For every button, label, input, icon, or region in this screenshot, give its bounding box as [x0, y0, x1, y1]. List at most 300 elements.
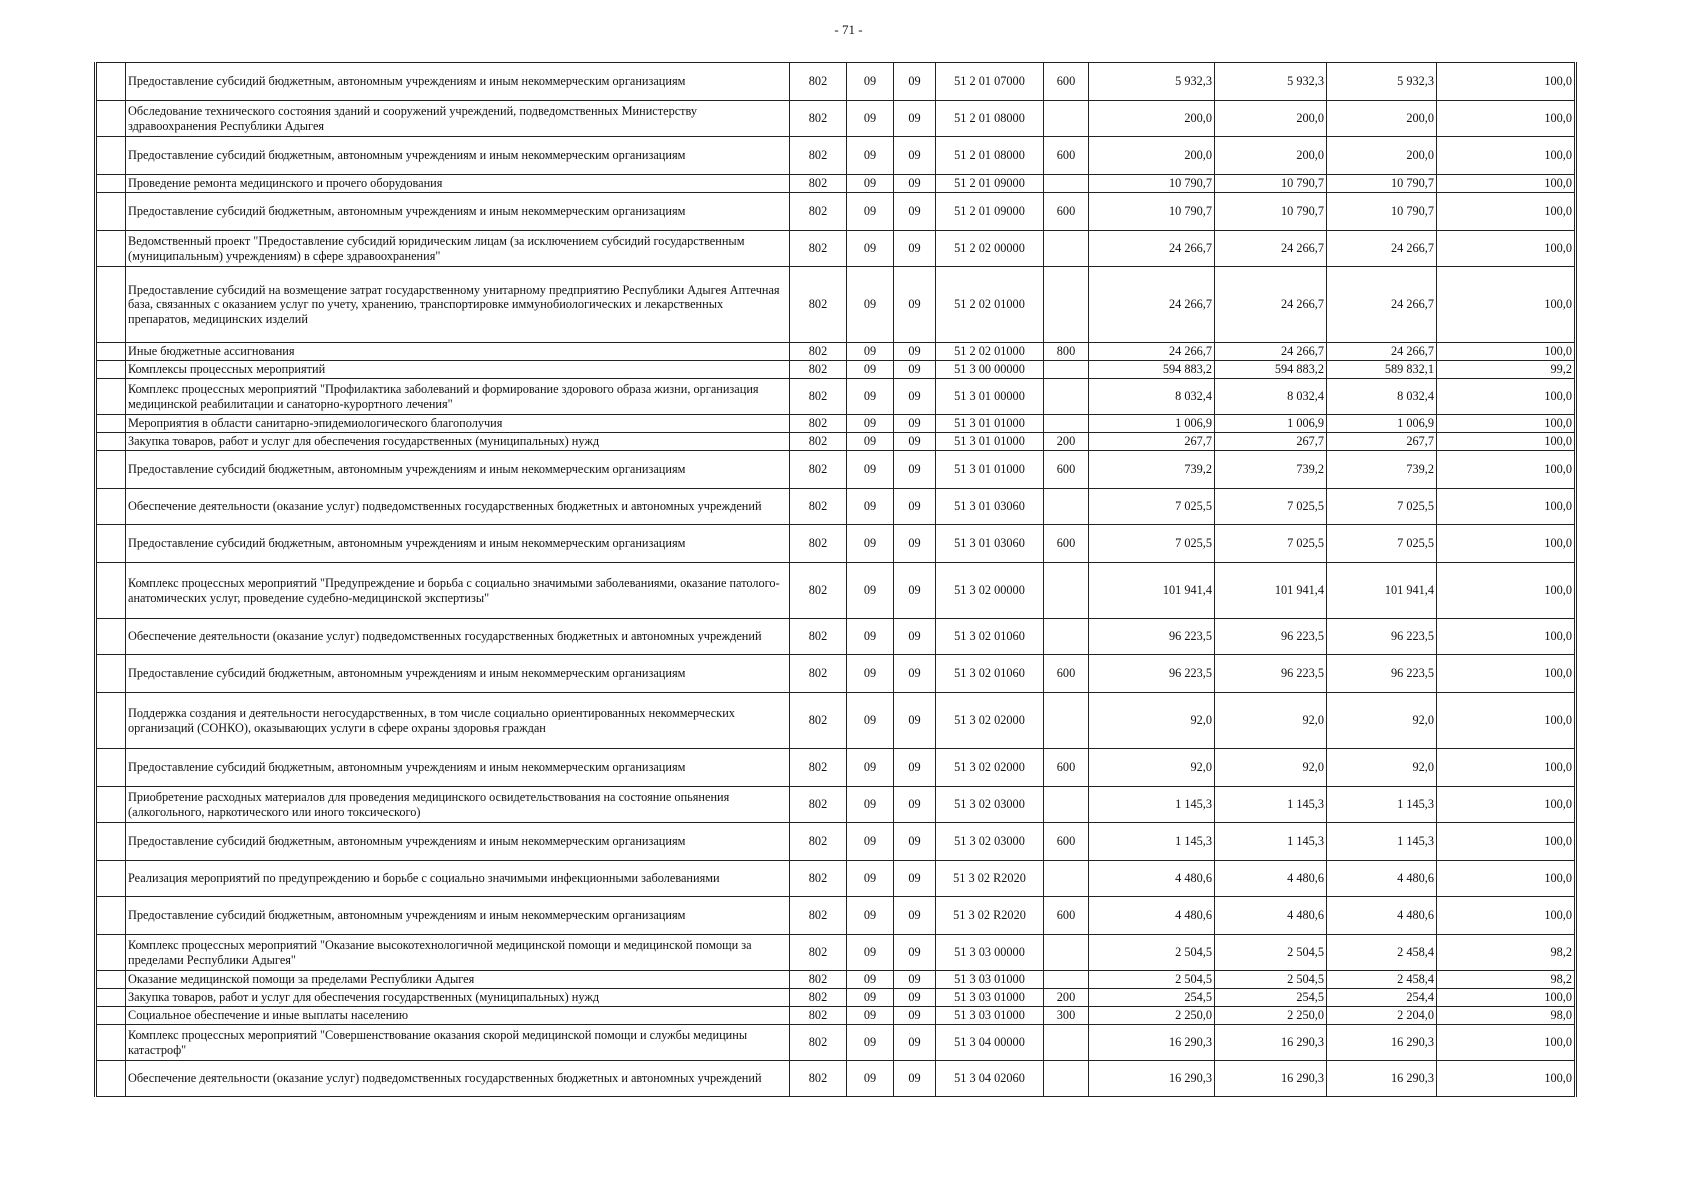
cell-plan2: 7 025,5 — [1215, 489, 1327, 525]
cell-fact: 96 223,5 — [1327, 619, 1437, 655]
cell-plan2: 200,0 — [1215, 101, 1327, 137]
cell-fact: 24 266,7 — [1327, 267, 1437, 343]
cell-plan1: 16 290,3 — [1089, 1061, 1215, 1097]
cell-pr: 09 — [894, 525, 936, 563]
cell-plan2: 2 504,5 — [1215, 971, 1327, 989]
cell-plan1: 2 504,5 — [1089, 971, 1215, 989]
table-row — [96, 451, 1576, 489]
cell-csr: 51 3 02 03000 — [936, 787, 1044, 823]
cell-csr: 51 3 02 03000 — [936, 823, 1044, 861]
cell-fact: 96 223,5 — [1327, 655, 1437, 693]
row-gutter — [96, 379, 126, 415]
cell-fact: 267,7 — [1327, 433, 1437, 451]
cell-rz: 09 — [847, 433, 894, 451]
cell-pr: 09 — [894, 101, 936, 137]
cell-vr — [1044, 861, 1089, 897]
cell-vr — [1044, 361, 1089, 379]
row-gutter — [96, 1025, 126, 1061]
cell-pr: 09 — [894, 693, 936, 749]
cell-ved: 802 — [790, 971, 847, 989]
cell-csr: 51 3 02 01060 — [936, 619, 1044, 655]
cell-csr: 51 3 03 00000 — [936, 935, 1044, 971]
cell-plan2: 24 266,7 — [1215, 343, 1327, 361]
cell-rz: 09 — [847, 137, 894, 175]
row-gutter — [96, 563, 126, 619]
row-gutter — [96, 1061, 126, 1097]
cell-fact: 16 290,3 — [1327, 1025, 1437, 1061]
cell-pct: 100,0 — [1437, 619, 1576, 655]
cell-pct: 100,0 — [1437, 1025, 1576, 1061]
cell-rz: 09 — [847, 63, 894, 101]
cell-ved: 802 — [790, 861, 847, 897]
cell-rz: 09 — [847, 563, 894, 619]
cell-name: Обследование технического состояния зданий и сооружений учреждений, подведомственных Министерству здравоохранения Республики Адыгея — [126, 101, 790, 137]
table-row — [96, 619, 1576, 655]
cell-ved: 802 — [790, 525, 847, 563]
cell-plan1: 594 883,2 — [1089, 361, 1215, 379]
cell-name: Предоставление субсидий бюджетным, автономным учреждениям и иным некоммерческим организациям — [126, 137, 790, 175]
cell-pr: 09 — [894, 193, 936, 231]
cell-vr: 600 — [1044, 749, 1089, 787]
row-gutter — [96, 1007, 126, 1025]
cell-csr: 51 2 01 08000 — [936, 137, 1044, 175]
cell-plan2: 96 223,5 — [1215, 655, 1327, 693]
cell-name: Комплекс процессных мероприятий "Оказание высокотехнологичной медицинской помощи и медицинской помощи за пределами Республики Адыгея" — [126, 935, 790, 971]
cell-plan1: 96 223,5 — [1089, 655, 1215, 693]
cell-ved: 802 — [790, 1061, 847, 1097]
cell-csr: 51 3 00 00000 — [936, 361, 1044, 379]
cell-pr: 09 — [894, 1007, 936, 1025]
cell-pct: 100,0 — [1437, 897, 1576, 935]
cell-name: Предоставление субсидий бюджетным, автономным учреждениям и иным некоммерческим организациям — [126, 823, 790, 861]
cell-csr: 51 2 02 01000 — [936, 267, 1044, 343]
cell-pr: 09 — [894, 619, 936, 655]
cell-pr: 09 — [894, 415, 936, 433]
cell-pr: 09 — [894, 379, 936, 415]
cell-ved: 802 — [790, 231, 847, 267]
cell-ved: 802 — [790, 1007, 847, 1025]
row-gutter — [96, 787, 126, 823]
cell-plan1: 16 290,3 — [1089, 1025, 1215, 1061]
cell-pr: 09 — [894, 267, 936, 343]
cell-plan2: 2 504,5 — [1215, 935, 1327, 971]
row-gutter — [96, 433, 126, 451]
cell-csr: 51 3 04 02060 — [936, 1061, 1044, 1097]
row-gutter — [96, 63, 126, 101]
cell-ved: 802 — [790, 823, 847, 861]
budget-table-container — [94, 62, 1574, 1097]
cell-csr: 51 3 02 00000 — [936, 563, 1044, 619]
cell-vr — [1044, 619, 1089, 655]
cell-name: Предоставление субсидий бюджетным, автономным учреждениям и иным некоммерческим организациям — [126, 749, 790, 787]
cell-name: Закупка товаров, работ и услуг для обеспечения государственных (муниципальных) нужд — [126, 989, 790, 1007]
cell-plan2: 2 250,0 — [1215, 1007, 1327, 1025]
cell-csr: 51 3 03 01000 — [936, 989, 1044, 1007]
cell-vr — [1044, 175, 1089, 193]
cell-pct: 100,0 — [1437, 989, 1576, 1007]
cell-fact: 8 032,4 — [1327, 379, 1437, 415]
row-gutter — [96, 823, 126, 861]
cell-ved: 802 — [790, 101, 847, 137]
cell-rz: 09 — [847, 361, 894, 379]
cell-pr: 09 — [894, 63, 936, 101]
cell-pct: 100,0 — [1437, 489, 1576, 525]
cell-name: Приобретение расходных материалов для проведения медицинского освидетельствования на состояние опьянения (алкогольного, наркотического или иного токсического) — [126, 787, 790, 823]
table-row — [96, 1007, 1576, 1025]
cell-ved: 802 — [790, 379, 847, 415]
table-row — [96, 935, 1576, 971]
table-row — [96, 379, 1576, 415]
cell-pr: 09 — [894, 749, 936, 787]
cell-ved: 802 — [790, 175, 847, 193]
cell-vr — [1044, 267, 1089, 343]
row-gutter — [96, 231, 126, 267]
cell-fact: 1 145,3 — [1327, 823, 1437, 861]
cell-plan2: 200,0 — [1215, 137, 1327, 175]
cell-pct: 100,0 — [1437, 101, 1576, 137]
cell-plan2: 16 290,3 — [1215, 1025, 1327, 1061]
cell-fact: 589 832,1 — [1327, 361, 1437, 379]
cell-rz: 09 — [847, 935, 894, 971]
row-gutter — [96, 525, 126, 563]
cell-csr: 51 2 02 01000 — [936, 343, 1044, 361]
cell-pr: 09 — [894, 175, 936, 193]
cell-plan2: 8 032,4 — [1215, 379, 1327, 415]
cell-pct: 100,0 — [1437, 655, 1576, 693]
cell-pr: 09 — [894, 231, 936, 267]
cell-csr: 51 3 01 03060 — [936, 489, 1044, 525]
cell-rz: 09 — [847, 343, 894, 361]
cell-rz: 09 — [847, 1007, 894, 1025]
row-gutter — [96, 935, 126, 971]
cell-plan1: 24 266,7 — [1089, 267, 1215, 343]
row-gutter — [96, 451, 126, 489]
table-row — [96, 137, 1576, 175]
table-row — [96, 63, 1576, 101]
cell-fact: 4 480,6 — [1327, 897, 1437, 935]
cell-pr: 09 — [894, 433, 936, 451]
row-gutter — [96, 971, 126, 989]
cell-vr — [1044, 1025, 1089, 1061]
cell-csr: 51 3 01 01000 — [936, 415, 1044, 433]
budget-table — [94, 62, 1577, 1097]
cell-plan2: 4 480,6 — [1215, 897, 1327, 935]
cell-csr: 51 3 02 R2020 — [936, 861, 1044, 897]
cell-rz: 09 — [847, 415, 894, 433]
cell-csr: 51 3 04 00000 — [936, 1025, 1044, 1061]
cell-csr: 51 3 01 00000 — [936, 379, 1044, 415]
cell-pct: 98,2 — [1437, 971, 1576, 989]
cell-pct: 100,0 — [1437, 433, 1576, 451]
cell-plan2: 96 223,5 — [1215, 619, 1327, 655]
cell-vr — [1044, 231, 1089, 267]
cell-csr: 51 2 02 00000 — [936, 231, 1044, 267]
cell-rz: 09 — [847, 267, 894, 343]
cell-pct: 98,2 — [1437, 935, 1576, 971]
cell-plan2: 24 266,7 — [1215, 231, 1327, 267]
cell-vr: 600 — [1044, 63, 1089, 101]
cell-csr: 51 2 01 07000 — [936, 63, 1044, 101]
cell-plan2: 254,5 — [1215, 989, 1327, 1007]
cell-plan2: 1 145,3 — [1215, 787, 1327, 823]
cell-plan1: 739,2 — [1089, 451, 1215, 489]
cell-name: Комплекс процессных мероприятий "Предупреждение и борьба с социально значимыми заболеваниями, оказание патолого-анатомических услуг, проведение судебно-медицинской экспертизы" — [126, 563, 790, 619]
cell-name: Комплекс процессных мероприятий "Совершенствование оказания скорой медицинской помощи и службы медицины катастроф" — [126, 1025, 790, 1061]
cell-pct: 100,0 — [1437, 1061, 1576, 1097]
cell-csr: 51 2 01 08000 — [936, 101, 1044, 137]
table-row — [96, 231, 1576, 267]
cell-pr: 09 — [894, 1061, 936, 1097]
cell-pr: 09 — [894, 823, 936, 861]
cell-pct: 100,0 — [1437, 343, 1576, 361]
table-row — [96, 749, 1576, 787]
cell-fact: 254,4 — [1327, 989, 1437, 1007]
cell-name: Предоставление субсидий бюджетным, автономным учреждениям и иным некоммерческим организациям — [126, 897, 790, 935]
cell-plan1: 4 480,6 — [1089, 897, 1215, 935]
row-gutter — [96, 193, 126, 231]
cell-plan1: 2 250,0 — [1089, 1007, 1215, 1025]
cell-pr: 09 — [894, 1025, 936, 1061]
cell-csr: 51 3 03 01000 — [936, 1007, 1044, 1025]
cell-rz: 09 — [847, 1061, 894, 1097]
cell-pct: 100,0 — [1437, 415, 1576, 433]
cell-plan2: 5 932,3 — [1215, 63, 1327, 101]
table-row — [96, 525, 1576, 563]
cell-ved: 802 — [790, 749, 847, 787]
cell-pr: 09 — [894, 489, 936, 525]
cell-fact: 1 145,3 — [1327, 787, 1437, 823]
cell-name: Предоставление субсидий на возмещение затрат государственному унитарному предприятию Республики Адыгея Аптечная база, связанных с оказанием услуг по учету, хранению, транспортировке иммунобиологических и лекарственных препаратов, медицинских изделий — [126, 267, 790, 343]
cell-vr: 200 — [1044, 433, 1089, 451]
cell-fact: 200,0 — [1327, 137, 1437, 175]
cell-pct: 100,0 — [1437, 193, 1576, 231]
cell-plan1: 10 790,7 — [1089, 193, 1215, 231]
table-row — [96, 101, 1576, 137]
cell-pct: 100,0 — [1437, 379, 1576, 415]
cell-ved: 802 — [790, 451, 847, 489]
cell-pct: 100,0 — [1437, 175, 1576, 193]
cell-pct: 98,0 — [1437, 1007, 1576, 1025]
cell-name: Предоставление субсидий бюджетным, автономным учреждениям и иным некоммерческим организациям — [126, 193, 790, 231]
table-row — [96, 415, 1576, 433]
cell-pr: 09 — [894, 137, 936, 175]
cell-plan2: 101 941,4 — [1215, 563, 1327, 619]
cell-plan1: 200,0 — [1089, 101, 1215, 137]
table-row — [96, 989, 1576, 1007]
cell-plan1: 2 504,5 — [1089, 935, 1215, 971]
row-gutter — [96, 361, 126, 379]
cell-pct: 100,0 — [1437, 267, 1576, 343]
cell-fact: 7 025,5 — [1327, 489, 1437, 525]
row-gutter — [96, 655, 126, 693]
cell-fact: 2 204,0 — [1327, 1007, 1437, 1025]
cell-pct: 100,0 — [1437, 63, 1576, 101]
table-row — [96, 655, 1576, 693]
cell-vr: 300 — [1044, 1007, 1089, 1025]
cell-csr: 51 3 02 02000 — [936, 693, 1044, 749]
cell-vr: 800 — [1044, 343, 1089, 361]
row-gutter — [96, 489, 126, 525]
cell-ved: 802 — [790, 361, 847, 379]
cell-name: Комплекс процессных мероприятий "Профилактика заболеваний и формирование здорового образа жизни, организация медицинской реабилитации и санаторно-курортного лечения" — [126, 379, 790, 415]
cell-name: Предоставление субсидий бюджетным, автономным учреждениям и иным некоммерческим организациям — [126, 655, 790, 693]
cell-ved: 802 — [790, 415, 847, 433]
cell-pct: 100,0 — [1437, 693, 1576, 749]
cell-plan1: 96 223,5 — [1089, 619, 1215, 655]
cell-pr: 09 — [894, 989, 936, 1007]
row-gutter — [96, 415, 126, 433]
row-gutter — [96, 137, 126, 175]
cell-plan1: 7 025,5 — [1089, 489, 1215, 525]
cell-plan1: 7 025,5 — [1089, 525, 1215, 563]
cell-ved: 802 — [790, 489, 847, 525]
row-gutter — [96, 749, 126, 787]
cell-rz: 09 — [847, 101, 894, 137]
cell-ved: 802 — [790, 693, 847, 749]
cell-rz: 09 — [847, 379, 894, 415]
cell-name: Обеспечение деятельности (оказание услуг) подведомственных государственных бюджетных и автономных учреждений — [126, 619, 790, 655]
cell-vr: 600 — [1044, 193, 1089, 231]
cell-plan1: 24 266,7 — [1089, 231, 1215, 267]
cell-pr: 09 — [894, 861, 936, 897]
cell-plan1: 1 145,3 — [1089, 787, 1215, 823]
cell-csr: 51 3 01 01000 — [936, 451, 1044, 489]
cell-name: Социальное обеспечение и иные выплаты населению — [126, 1007, 790, 1025]
cell-ved: 802 — [790, 897, 847, 935]
table-body — [96, 63, 1576, 1097]
table-row — [96, 193, 1576, 231]
cell-name: Предоставление субсидий бюджетным, автономным учреждениям и иным некоммерческим организациям — [126, 525, 790, 563]
cell-name: Обеспечение деятельности (оказание услуг) подведомственных государственных бюджетных и автономных учреждений — [126, 489, 790, 525]
cell-plan2: 16 290,3 — [1215, 1061, 1327, 1097]
cell-rz: 09 — [847, 787, 894, 823]
cell-pct: 100,0 — [1437, 231, 1576, 267]
row-gutter — [96, 619, 126, 655]
cell-name: Мероприятия в области санитарно-эпидемиологического благополучия — [126, 415, 790, 433]
cell-plan2: 7 025,5 — [1215, 525, 1327, 563]
cell-pr: 09 — [894, 897, 936, 935]
cell-rz: 09 — [847, 231, 894, 267]
cell-name: Оказание медицинской помощи за пределами Республики Адыгея — [126, 971, 790, 989]
cell-plan2: 594 883,2 — [1215, 361, 1327, 379]
cell-ved: 802 — [790, 343, 847, 361]
cell-fact: 739,2 — [1327, 451, 1437, 489]
cell-plan1: 1 145,3 — [1089, 823, 1215, 861]
cell-fact: 7 025,5 — [1327, 525, 1437, 563]
cell-rz: 09 — [847, 989, 894, 1007]
cell-rz: 09 — [847, 525, 894, 563]
row-gutter — [96, 861, 126, 897]
cell-fact: 24 266,7 — [1327, 343, 1437, 361]
cell-name: Комплексы процессных мероприятий — [126, 361, 790, 379]
cell-rz: 09 — [847, 693, 894, 749]
cell-ved: 802 — [790, 655, 847, 693]
cell-vr — [1044, 379, 1089, 415]
cell-plan1: 92,0 — [1089, 749, 1215, 787]
cell-plan2: 739,2 — [1215, 451, 1327, 489]
cell-pct: 100,0 — [1437, 787, 1576, 823]
cell-plan1: 267,7 — [1089, 433, 1215, 451]
cell-fact: 1 006,9 — [1327, 415, 1437, 433]
cell-plan2: 267,7 — [1215, 433, 1327, 451]
table-row — [96, 343, 1576, 361]
cell-pr: 09 — [894, 563, 936, 619]
cell-rz: 09 — [847, 489, 894, 525]
cell-csr: 51 3 01 03060 — [936, 525, 1044, 563]
cell-csr: 51 3 02 R2020 — [936, 897, 1044, 935]
cell-vr: 600 — [1044, 137, 1089, 175]
cell-pr: 09 — [894, 343, 936, 361]
page-number: - 71 - — [834, 22, 863, 37]
cell-ved: 802 — [790, 619, 847, 655]
cell-plan1: 200,0 — [1089, 137, 1215, 175]
cell-vr — [1044, 415, 1089, 433]
cell-csr: 51 3 01 01000 — [936, 433, 1044, 451]
cell-ved: 802 — [790, 193, 847, 231]
cell-vr — [1044, 971, 1089, 989]
table-row — [96, 267, 1576, 343]
cell-ved: 802 — [790, 433, 847, 451]
cell-fact: 10 790,7 — [1327, 193, 1437, 231]
cell-vr: 600 — [1044, 655, 1089, 693]
cell-pr: 09 — [894, 655, 936, 693]
cell-fact: 16 290,3 — [1327, 1061, 1437, 1097]
table-row — [96, 563, 1576, 619]
cell-rz: 09 — [847, 1025, 894, 1061]
cell-plan1: 92,0 — [1089, 693, 1215, 749]
cell-fact: 2 458,4 — [1327, 935, 1437, 971]
cell-rz: 09 — [847, 175, 894, 193]
cell-plan1: 101 941,4 — [1089, 563, 1215, 619]
cell-rz: 09 — [847, 971, 894, 989]
cell-fact: 2 458,4 — [1327, 971, 1437, 989]
row-gutter — [96, 343, 126, 361]
cell-pr: 09 — [894, 787, 936, 823]
row-gutter — [96, 101, 126, 137]
cell-plan2: 1 145,3 — [1215, 823, 1327, 861]
cell-name: Ведомственный проект "Предоставление субсидий юридическим лицам (за исключением субсидий государственным (муниципальным) учреждениям) в сфере здравоохранения" — [126, 231, 790, 267]
cell-plan1: 1 006,9 — [1089, 415, 1215, 433]
cell-csr: 51 3 03 01000 — [936, 971, 1044, 989]
cell-ved: 802 — [790, 787, 847, 823]
cell-plan2: 92,0 — [1215, 693, 1327, 749]
cell-rz: 09 — [847, 193, 894, 231]
cell-plan2: 24 266,7 — [1215, 267, 1327, 343]
cell-ved: 802 — [790, 935, 847, 971]
cell-rz: 09 — [847, 619, 894, 655]
cell-pct: 99,2 — [1437, 361, 1576, 379]
cell-vr — [1044, 693, 1089, 749]
cell-vr: 600 — [1044, 823, 1089, 861]
cell-fact: 24 266,7 — [1327, 231, 1437, 267]
cell-plan1: 5 932,3 — [1089, 63, 1215, 101]
cell-pct: 100,0 — [1437, 823, 1576, 861]
cell-pr: 09 — [894, 971, 936, 989]
table-row — [96, 433, 1576, 451]
cell-ved: 802 — [790, 1025, 847, 1061]
cell-vr — [1044, 101, 1089, 137]
cell-pct: 100,0 — [1437, 525, 1576, 563]
cell-plan2: 10 790,7 — [1215, 193, 1327, 231]
cell-plan1: 254,5 — [1089, 989, 1215, 1007]
cell-pct: 100,0 — [1437, 563, 1576, 619]
row-gutter — [96, 267, 126, 343]
row-gutter — [96, 897, 126, 935]
cell-vr — [1044, 787, 1089, 823]
cell-fact: 4 480,6 — [1327, 861, 1437, 897]
table-row — [96, 1061, 1576, 1097]
cell-name: Обеспечение деятельности (оказание услуг) подведомственных государственных бюджетных и автономных учреждений — [126, 1061, 790, 1097]
